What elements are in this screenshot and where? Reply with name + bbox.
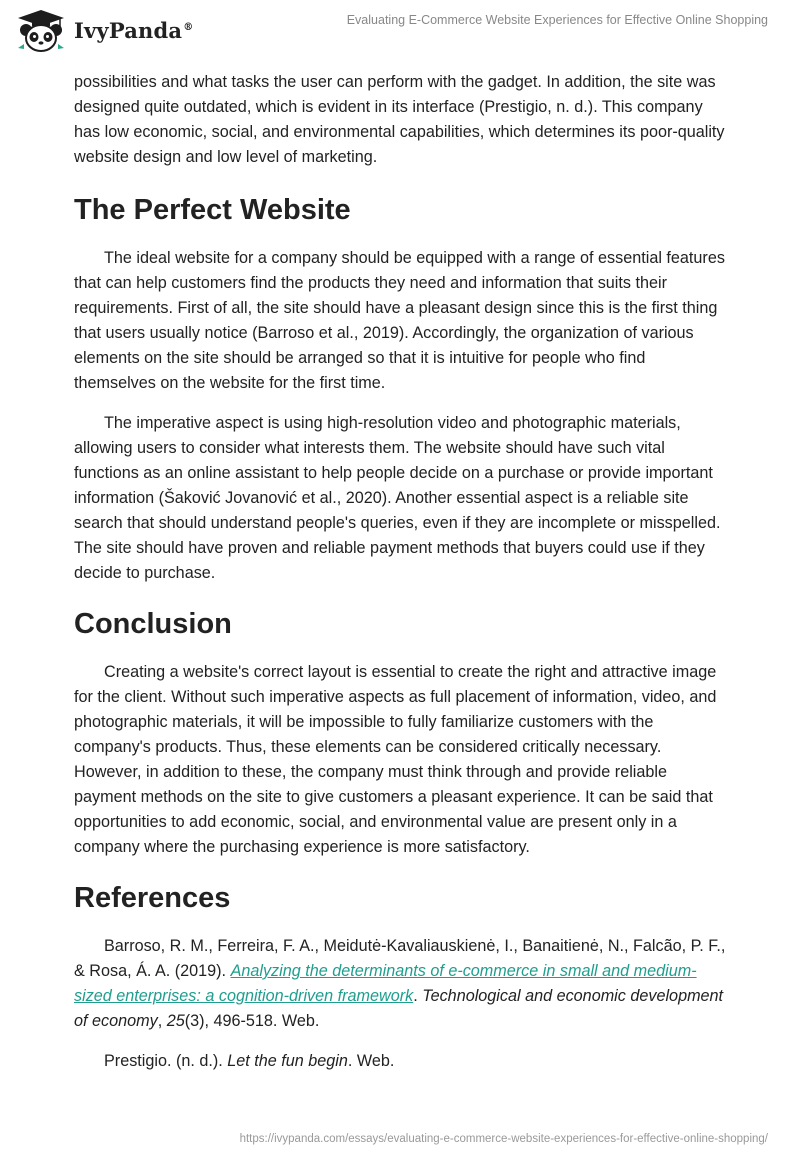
article-body xyxy=(74,70,730,1074)
panda-mascot-icon xyxy=(14,8,68,52)
registered-mark: ® xyxy=(183,21,194,33)
page-header xyxy=(0,0,800,60)
intro-paragraph: possibilities and what tasks the user can perform with the gadget. In addition, the site was designed quite outdated, which is evident in its interface (Prestigio, n. d.). This company has low economic, social, and environmental capabilities, which determines its poor-quality website design and low level of marketing. xyxy=(74,73,725,166)
ref-barroso-comma: , xyxy=(157,1012,167,1030)
reference-prestigio xyxy=(74,1049,730,1074)
heading-references: References xyxy=(74,882,231,914)
conclusion-paragraph: Creating a website's correct layout is essential to create the right and attractive image for the client. Without such imperative aspects as full placement of information, video, and photographic materials, it will be impossible to fully familiarize customers with the company's products. Thus, these elements can be considered critically necessary. However, in addition to these, the company must think through and provide reliable payment methods on the site to give customers a pleasant experience. It can be said that opportunities to add economic, social, and environmental value are present only in a company where the purchasing experience is more satisfactory. xyxy=(74,663,717,856)
ref-barroso-journal: Technological and economic development of economy xyxy=(74,987,724,1030)
ref-prestigio-rest: . Web. xyxy=(347,1052,395,1070)
ref-barroso-rest: (3), 496-518. Web. xyxy=(184,1012,320,1030)
brand-logo[interactable] xyxy=(14,8,193,52)
ref-prestigio-title: Let the fun begin xyxy=(227,1052,348,1070)
ref-barroso-sep: . xyxy=(413,987,423,1005)
heading-conclusion: Conclusion xyxy=(74,608,232,640)
ref-prestigio-authors: Prestigio. (n. d.). xyxy=(104,1052,228,1070)
ref-barroso-volume: 25 xyxy=(166,1012,185,1030)
ref-barroso-authors: Barroso, R. M., Ferreira, F. A., Meidutė-Kavaliauskienė, I., Banaitienė, N., Falcão, P. F., & Rosa, Á. A. (2019). xyxy=(74,937,726,980)
reference-barroso xyxy=(74,934,730,1034)
heading-perfect-website: The Perfect Website xyxy=(74,194,351,226)
perfect-website-paragraph-1: The ideal website for a company should be equipped with a range of essential features that can help customers find the products they need and information that suits their requirements. First of all, the site should have a pleasant design since this is the first thing that users usually notice (Barroso et al., 2019). Accordingly, the organization of various elements on the site should be arranged so that it is intuitive for people who find themselves on the website for the first time. xyxy=(74,249,725,392)
ref-barroso-link[interactable]: Analyzing the determinants of e-commerce in small and medium-sized enterprises: a cognition-driven framework xyxy=(74,962,697,1005)
brand-name: IvyPanda® xyxy=(74,17,194,43)
footer-url[interactable]: https://ivypanda.com/essays/evaluating-e-commerce-website-experiences-for-effective-online-shopping/ xyxy=(239,1133,768,1145)
perfect-website-paragraph-2: The imperative aspect is using high-resolution video and photographic materials, allowing users to consider what interests them. The website should have such vital functions as an online assistant to help people decide on a purchase or provide important information (Šaković Jovanović et al., 2020). Another essential aspect is a reliable site search that should understand people's queries, even if they are incomplete or misspelled. The site should have proven and reliable payment methods that buyers could use if they decide to purchase. xyxy=(74,414,721,582)
document-title: Evaluating E-Commerce Website Experiences for Effective Online Shopping xyxy=(346,13,768,27)
